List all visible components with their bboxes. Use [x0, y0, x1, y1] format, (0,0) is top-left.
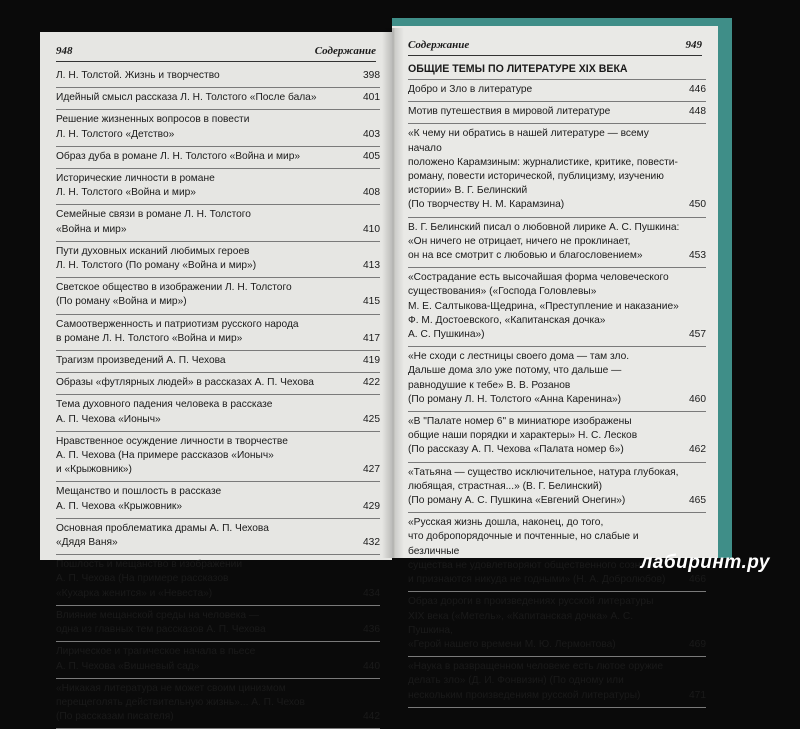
toc-entry-page: 403: [363, 128, 380, 140]
toc-entry-page: 413: [363, 260, 380, 272]
toc-entry-page: 405: [363, 150, 380, 162]
toc-entry-title: Решение жизненных вопросов в повести Л. Н. Толстого «Детство»: [56, 114, 250, 140]
toc-entry-page: 469: [689, 638, 706, 650]
toc-entry-page: 471: [689, 689, 706, 701]
toc-entry-page: 410: [363, 223, 380, 235]
toc-entry-title: Пошлость и мещанство в изображении А. П. Чехова (На примере рассказов «Кухарка женится» и «Невеста»): [56, 559, 243, 599]
toc-entry-page: 460: [689, 393, 706, 405]
right-running-head: [408, 39, 702, 56]
toc-entry: [56, 66, 380, 88]
toc-entry-title: Л. Н. Толстой. Жизнь и творчество: [56, 70, 220, 81]
toc-entry-title: Образы «футлярных людей» в рассказах А. П. Чехова: [56, 377, 314, 389]
running-head-title: Содержание: [314, 45, 376, 57]
toc-entry-title: Мотив путешествия в мировой литературе: [408, 106, 611, 118]
toc-entry-page: 422: [363, 377, 380, 389]
toc-entry-page: 401: [363, 92, 380, 104]
toc-entry: [408, 102, 706, 124]
toc-entry-title: Лирическое и трагическое начала в пьесе А. П. Чехова «Вишневый сад»: [56, 646, 256, 672]
toc-entry: [408, 592, 706, 657]
toc-entry-page: 465: [689, 495, 706, 507]
page-number: 949: [685, 39, 702, 51]
toc-entry-page: 429: [363, 500, 380, 512]
toc-entry: [408, 347, 706, 412]
toc-entry: [408, 657, 706, 708]
toc-entry: [408, 218, 706, 269]
toc-entry-title: Пути духовных исканий любимых героев Л. Н. Толстого (По роману «Война и мир»): [56, 245, 257, 272]
toc-entry: [56, 555, 380, 606]
toc-entry: [56, 373, 380, 395]
toc-entry-title: «Не сходи с лестницы своего дома — там зло. Дальше дома зло уже потому, что дальше — равнодушие к тебе» В. В. Розанов (По роману Л. Н. Толстого «Анна Каренина»): [408, 351, 630, 405]
toc-entry-title: Тема духовного падения человека в рассказе А. П. Чехова «Ионыч»: [56, 399, 273, 425]
toc-entry: [56, 315, 380, 351]
toc-entry-title: Самоотверженность и патриотизм русского народа в романе Л. Н. Толстого «Война и мир»: [56, 318, 299, 344]
toc-entry-page: 408: [363, 187, 380, 199]
toc-entry: [56, 351, 380, 373]
toc-entry-title: Образ дуба в романе Л. Н. Толстого «Война и мир»: [56, 150, 301, 162]
toc-entry-title: «Наука в развращенном человеке есть лютое оружие делать зло» (Д. И. Фонвизин) (По одному или нескольким произведениям русской литературы): [408, 661, 664, 701]
toc-entry-title: В. Г. Белинский писал о любовной лирике А. С. Пушкина: «Он ничего не отрицает, ничего не проклинает, он на все смотрит с любовью и благословением»: [408, 221, 680, 262]
left-toc: [56, 66, 380, 729]
toc-entry: [56, 395, 380, 431]
toc-entry: [408, 124, 706, 217]
toc-entry: [56, 278, 380, 314]
toc-entry-page: 440: [363, 660, 380, 672]
left-page: [40, 32, 392, 723]
toc-entry-page: 398: [363, 70, 380, 81]
toc-entry-page: 434: [363, 587, 380, 599]
toc-entry-page: 453: [689, 250, 706, 262]
section-title: ОБЩИЕ ТЕМЫ ПО ЛИТЕРАТУРЕ XIX ВЕКА: [408, 60, 706, 80]
toc-entry: [56, 642, 380, 678]
toc-entry-title: Исторические личности в романе Л. Н. Толстого «Война и мир»: [56, 173, 215, 199]
toc-entry-title: Светское общество в изображении Л. Н. Толстого (По роману «Война и мир»): [56, 282, 292, 308]
toc-entry: [56, 679, 380, 729]
toc-entry-title: Влияние мещанской среды на человека — одна из главных тем рассказов А. П. Чехова: [56, 609, 266, 636]
toc-entry: [56, 147, 380, 169]
toc-entry-page: 436: [363, 624, 380, 636]
watermark-logo: лабиринт.ру: [640, 552, 770, 573]
running-head-title: Содержание: [408, 39, 470, 51]
toc-entry-page: 457: [689, 329, 706, 341]
toc-entry: [56, 88, 380, 110]
toc-entry-page: 466: [689, 574, 706, 586]
toc-entry-page: 419: [363, 355, 380, 367]
toc-entry-title: Трагизм произведений А. П. Чехова: [56, 355, 226, 367]
toc-entry: [56, 432, 380, 483]
toc-entry: [56, 242, 380, 278]
toc-entry-page: 448: [689, 106, 706, 118]
toc-entry: [56, 110, 380, 146]
toc-entry-page: 427: [363, 464, 380, 476]
toc-entry: [408, 80, 706, 102]
toc-entry-title: «В "Палате номер 6" в миниатюре изображены общие наши порядки и характеры» Н. С. Лесков (По рассказу А. П. Чехова «Палата номер 6»): [408, 416, 638, 456]
toc-entry-title: «Никакая литература не может своим цинизмом перещеголять действительную жизнь»... А. П. Чехов (По рассказам писателя): [56, 682, 305, 723]
toc-entry-title: Образ дороги в произведениях русской литературы XIX века («Метель», «Капитанская дочка» А. С. Пушкина, «Герой нашего времени М. Ю. Лермонтова): [408, 596, 654, 650]
toc-entry-title: Семейные связи в романе Л. Н. Толстого «Война и мир»: [56, 209, 251, 235]
toc-entry-title: Идейный смысл рассказа Л. Н. Толстого «После бала»: [56, 92, 317, 104]
page-number: 948: [56, 45, 73, 57]
toc-entry-title: Основная проблематика драмы А. П. Чехова «Дядя Ваня»: [56, 522, 269, 549]
toc-entry-title: «Татьяна — существо исключительное, натура глубокая, любящая, страстная...» (В. Г. Белинский) (По роману А. С. Пушкина «Евгений Онегин»): [408, 466, 679, 507]
toc-entry-page: 450: [689, 199, 706, 211]
toc-entry-page: 415: [363, 296, 380, 308]
toc-entry: [56, 205, 380, 241]
toc-entry-page: 417: [363, 332, 380, 344]
toc-entry-page: 462: [689, 444, 706, 456]
toc-entry-title: «Русская жизнь дошла, наконец, до того, что добропорядочные и почтенные, но слабые и безличные существа не удовлетворяют общественного сознания и признаются никуда не годными» (Н. А. Добролюбов): [408, 517, 666, 586]
right-toc: [408, 60, 706, 708]
toc-entry-page: 442: [363, 711, 380, 723]
toc-entry: [56, 519, 380, 555]
toc-entry-title: Добро и Зло в литературе: [408, 84, 533, 95]
toc-entry: [56, 606, 380, 642]
toc-entry-page: 446: [689, 84, 706, 95]
left-running-head: [56, 45, 376, 62]
toc-entry: [408, 268, 706, 347]
toc-entry-title: Нравственное осуждение личности в творчестве А. П. Чехова (На примере рассказов «Ионыч» и «Крыжовник»): [56, 435, 288, 476]
book-spine: [382, 28, 404, 558]
toc-entry-page: 425: [363, 413, 380, 425]
toc-entry-title: «К чему ни обратись в нашей литературе — всему начало положено Карамзиным: журналистике, критике, повести- роману, повести исторической, публицизму, изучению истории» В. Г. Белинский (По творчеству Н. М. Карамзина): [408, 128, 678, 211]
toc-entry-title: «Сострадание есть высочайшая форма человеческого существования» («Господа Головлевы» М. Е. Салтыкова-Щедрина, «Преступление и наказание» Ф. М. Достоевского, «Капитанская дочка» А. С. Пушкина»): [408, 272, 679, 341]
toc-entry: [56, 482, 380, 518]
toc-entry: [408, 412, 706, 463]
toc-entry: [56, 169, 380, 205]
toc-entry-title: Мещанство и пошлость в рассказе А. П. Чехова «Крыжовник»: [56, 486, 222, 512]
toc-entry: [408, 463, 706, 514]
toc-entry-page: 432: [363, 537, 380, 549]
